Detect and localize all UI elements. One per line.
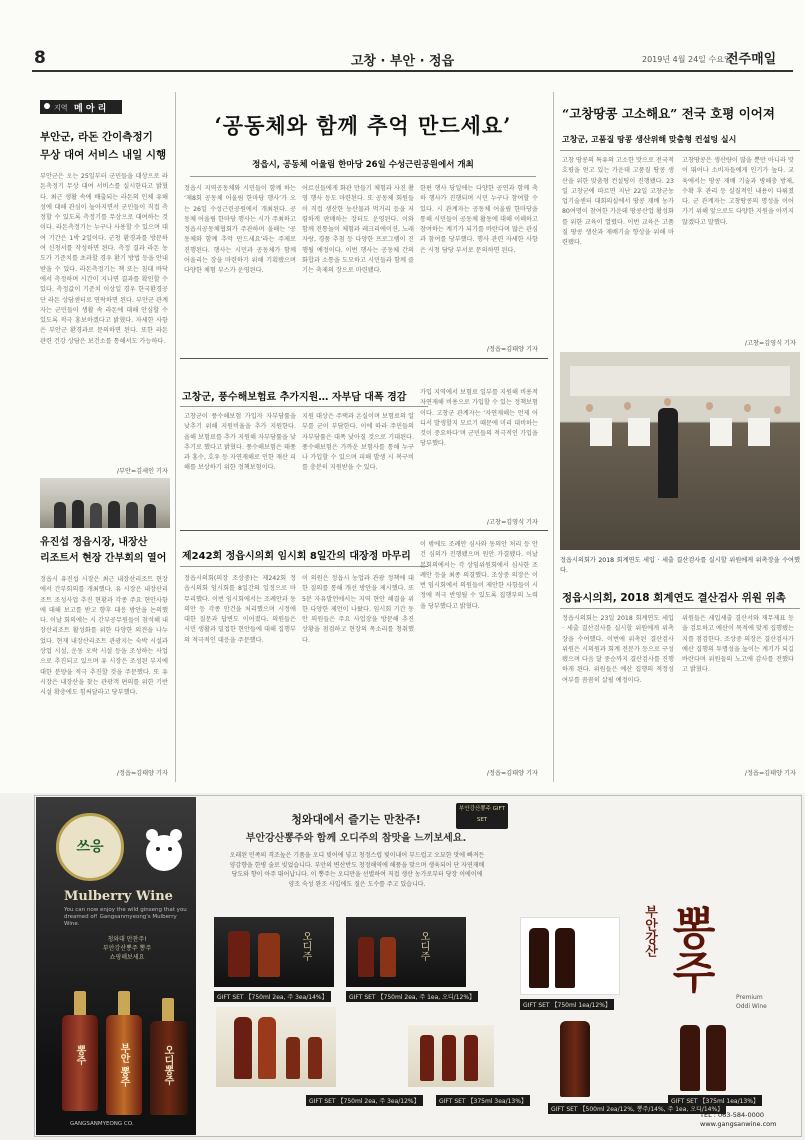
kicker-accent [44, 103, 50, 109]
certificate [710, 418, 732, 446]
feature-subheadline-rule [190, 176, 536, 177]
article-body: 고창 땅콩의 특유의 고소한 맛으로 전국적 호평을 얻고 있는 가운데 고품질 땅콩 생산을 위한 맞춤형 컨설팅이 진행됐다. 23일 고창군에 따르면 지난 22일 고창군농업기술센터 대회의실에서 땅콩 재배 농가 80여명이 참여한 가운데 땅콩산업 활성화를 위한 교육이 열렸다. 이번 교육은 고품질 땅콩 생산과 재배기술 향상을 위해 마련됐다. [562, 157, 674, 247]
article-byline: /정읍=김태양 기자 [116, 770, 168, 777]
feature-headline [562, 104, 802, 122]
person-head [664, 398, 671, 406]
gift-box-image [408, 1025, 494, 1087]
gift-box-bottle [442, 1035, 456, 1081]
section-rule [180, 358, 548, 359]
article-byline: /정읍=김태양 기자 [744, 770, 796, 777]
person-head [586, 404, 593, 412]
bottle-label: 오디뽕주 [162, 1045, 173, 1085]
article-title: 고창군, 풍수해보험료 추가지원… 자부담 대폭 경감 [182, 392, 407, 403]
article-body: 어르신들에게 화관 만들기 체험과 사진 촬영 행사 등도 마련된다. 또 공동체 회원들이 직접 생산한 농산물과 먹거리 등을 저렴하게 판매하는 장터도 운영된다. 이와 함께 전통놀이 체험과 레크리에이션, 노래자랑, 경품 추첨 등 다양한 프로그램이 진행될 예정이다. 이번 행사는 공동체 간의 화합과 소통을 도모하고 시민들과 함께 즐기는 축제의 장으로 마련됐다. [302, 185, 414, 275]
gift-box-image [216, 1007, 336, 1087]
mascot-eye [156, 847, 160, 851]
article-byline: /고창=김영식 기자 [744, 340, 796, 347]
maker-box [72, 935, 182, 975]
title-line: 리조트서 현장 간부회의 열어 [40, 553, 167, 564]
headline-quote: “고창땅콩 고소해요” [562, 106, 678, 121]
gift-box-bottle [234, 1017, 252, 1079]
brand-circle-text: 쓰응 [76, 839, 104, 855]
kicker-box [40, 100, 122, 114]
article-body: 정읍시 지역공동체와 시민들이 함께 하는 ‘제8회 공동체 어울림 한마당 행사’가 오는 26일 수성근린공원에서 개최된다. 공동체 어울림 한마당 행사는 시가 주최하고 정읍시공동체협회가 주관하며 올해는 ‘공동체와 함께 추억 만드세요’라는 주제로 진행된다. 행사는 시민과 공동체가 함께 어울리는 장을 마련하기 위해 기획됐으며 다양한 체험 부스가 운영된다. [184, 185, 296, 275]
maker-line: 부안강산뽕주 뽕주 [102, 945, 152, 952]
bottle-label: 뽕주 [74, 1045, 85, 1065]
article-byline: /정읍=김태양 기자 [486, 346, 538, 353]
brand-english-sub: You can now enjoy the wild ginseng that you dreamed of! Gangsanmyeong's Mulberry Wine. [64, 907, 187, 927]
photo-caption: 정읍시의회가 2018 회계연도 세입 · 세출 결산검사를 실시할 위원에게 위촉장을 수여했다. [560, 557, 800, 575]
title-rule [560, 608, 800, 609]
ad-headline: 청와대에서 즐기는 만찬주! [291, 813, 421, 826]
backdrop-banner [570, 366, 790, 396]
kicker-title: 메 아 리 [74, 104, 107, 114]
person-figure [54, 502, 66, 528]
article-byline: /고창=김영식 기자 [486, 519, 538, 526]
article-body: 가입 지역에서 보험료 일부를 지원해 비용적 자연재해 비용으로 가입할 수 있는 정책보험이다. 고창군 관계자는 ‘자연재해는 언제 어디서 발생할지 모르기 때문에 미리 대비하는 것이 중요하다’며 군민들의 적극적인 가입을 당부했다. [420, 389, 538, 448]
gift-box-label: 오디주 [418, 931, 429, 961]
article-body: 정읍시의회(의장 조상중)는 제242회 정읍시의회 임시회를 8일간의 일정으로 마무리했다. 이번 임시회에서는 조례안과 동의안 등 각종 안건을 처리했으며 시정에 대한 질문과 답변도 이어졌다. 의원들은 시민 생활과 밀접한 현안들에 대해 집행부의 적극적인 대응을 주문했다. [184, 575, 296, 644]
gift-badge-text: 부안강산뽕주 GIFT SET [459, 806, 505, 823]
person-suit [658, 408, 678, 498]
ad-body: 오래된 민족의 격조높은 기품을 오디 빚어에 넣고 청정스럽 빛이내어 부드럽고 오묘한 맛에 빠져든 양감향을 한병 술로 빚었습니다. 부안의 변산반도 청정해역에 해풍을 맞으며 생육되어 단 자연재배 당도와 향이 아주 뛰어납니다. 이 뽕주는 오디만을 선별하여 직접 생산 농가로부터 당장 이에이에 양조 숙성 완조 사입에도 질은 도수를 주고 있습니다. [229, 852, 485, 888]
gift-box-bottle [308, 1037, 322, 1079]
big-brand: 뽕주 [664, 905, 715, 993]
article-title: 정읍시의회, 2018 회계연도 결산검사 위원 위촉 [562, 592, 786, 604]
title-line: 무상 대여 서비스 내일 시행 [40, 149, 167, 161]
kicker-tag: 지역 [54, 104, 68, 112]
mascot-ear [146, 829, 158, 841]
section-title: 고창 · 부안 · 정읍 [350, 54, 455, 69]
article-byline: /정읍=김태양 기자 [486, 770, 538, 777]
meeting-photo [40, 478, 170, 528]
bottle-image [106, 1015, 142, 1115]
gift-badge [456, 803, 508, 829]
factory-label: GANGSANMYEONG CO. [70, 1121, 134, 1127]
bottle-image [150, 1021, 188, 1115]
person-figure [144, 504, 156, 528]
gift-set-label: GIFT SET 【750ml 2ea, 주 1ea, 오디/12%】 [346, 991, 478, 1002]
maker-line: 청와대 만찬주! [107, 936, 147, 943]
award-photo [560, 352, 800, 550]
mascot-ear [170, 829, 182, 841]
title-rule [180, 566, 428, 567]
brand-box-bottle [706, 1025, 726, 1091]
brand-box-bottle [680, 1025, 700, 1091]
header-rule [32, 70, 793, 72]
article-body: 이 밖에도 조례안 심사와 동의안 처리 등 안건 심의가 진행됐으며 원안 가결됐다. 이날 본회의에서는 각 상임위원회에서 심사한 조례안 등을 최종 의결했다. 조상중 의장은 이번 임시회에서 의원들이 제안한 사항들이 시정에 적극 반영될 수 있도록 집행부의 노력을 당부했다고 밝혔다. [420, 541, 538, 610]
bottle-neck [74, 991, 86, 1017]
article-title [40, 128, 170, 164]
person-head [744, 404, 751, 412]
article-body: 정읍시의회는 23일 2018 회계연도 세입 · 세출 결산검사를 실시할 위원에게 위촉장을 수여했다. 이번에 위촉된 결산검사 위원은 시의원과 회계 전문가 등으로 구성됐으며 다음 달 중순까지 결산검사를 진행하게 된다. 위원들은 예산 집행의 적정성 여부를 꼼꼼히 살필 예정이다. [562, 615, 674, 684]
gift-box-bottle [258, 933, 280, 977]
person-figure [126, 502, 138, 528]
certificate [628, 418, 650, 446]
contact-web: www.gangsanwine.com [700, 1120, 777, 1128]
brand-box [520, 917, 620, 995]
advertisement [0, 793, 805, 1140]
gift-set-label: GIFT SET 【375ml 1ea/13%】 [668, 1095, 762, 1106]
gift-box-bottle [258, 1017, 276, 1079]
gift-set-label: GIFT SET 【750ml 1ea/12%】 [520, 999, 614, 1010]
title-line: 부안군, 라돈 간이측정기 [40, 131, 153, 143]
article-body: 부안군은 오는 25일부터 군민들을 대상으로 라돈측정기 무상 대여 서비스를 실시한다고 밝혔다. 최근 생활 속에 배출되는 라돈의 인체 유해성에 대해 관심이 높아지면서 군민들이 직접 측정할 수 있도록 측정기를 무상으로 대여하는 것이다. 라돈측정기는 누구나 사용할 수 있으며 대여 기간은 1박 2일이다. 군청 환경과를 방문하여 신청서를 작성하면 된다. 측정 결과 라돈 농도가 기준치를 초과할 경우 환기 방법 등을 안내받을 수 있다. 라돈측정기는 책 또는 침대 바닥에서 측정하며 시간이 지나면 결과를 확인할 수 있다. 측정값이 기준치 이상일 경우 한국환경공단 라돈 상담센터로 연락하면 된다. 부안군 관계자는 군민들이 생활 속 라돈에 대해 안심할 수 있도록 적극 홍보하겠다고 밝혔다. 자세한 사항은 부안군 환경과로 문의하면 된다. 또한 라돈 관련 건강 상담은 보건소를 통해서도 가능하다. [40, 173, 168, 345]
subheadline-rule [560, 150, 800, 151]
person-figure [108, 501, 120, 528]
article-title [40, 535, 170, 567]
gift-set-label: GIFT SET 【750ml 2ea, 주 3ea/12%】 [306, 1095, 423, 1106]
section-rule [180, 530, 548, 531]
article-title: 제242회 정읍시의회 임시회 8일간의 대장정 마무리 [182, 551, 411, 562]
person-head [774, 406, 781, 414]
big-brand-en-line: Oddi Wine [736, 1003, 767, 1010]
ad-subheadline: 부안강산뽕주와 함께 오디주의 참맛을 느끼보세요. [245, 833, 467, 844]
contact-tel: TEL : 063-584-0000 [700, 1111, 765, 1119]
mascot-eye [168, 847, 172, 851]
brand-circle [56, 813, 124, 881]
gift-box-bottle [420, 1035, 434, 1081]
newspaper-name: 전주매일 [726, 52, 777, 67]
person-head [706, 402, 713, 410]
article-body: 한편 행사 당일에는 다양한 공연과 함께 축하 행사가 진행되며 시민 누구나 참여할 수 있다. 시 관계자는 공동체 어울림 한마당을 통해 시민들이 공동체 활동에 대해 이해하고 참여하는 계기가 되기를 바란다며 많은 관심과 참여를 당부했다. 행사 관련 자세한 사항은 시청 담당 부서로 문의하면 된다. [420, 185, 538, 254]
title-line: 유진섭 정읍시장, 내장산 [40, 537, 148, 548]
gift-set-label: GIFT SET 【500ml 2ea/12%, 뽕주/14%, 주 1ea, 오디/14%】 [548, 1103, 726, 1114]
feature-subheadline: 고창군, 고품질 땅콩 생산위해 맞춤형 컨설팅 실시 [562, 135, 737, 144]
page-number: 8 [34, 48, 46, 68]
article-body: 위원들은 세입세출 결산서와 재무제표 등을 검토하고 예산이 목적에 맞게 집행됐는지를 점검한다. 조상중 의장은 결산검사가 예산 집행의 투명성을 높이는 계기가 되길 바란다며 위원들의 노고에 감사를 전했다고 밝혔다. [682, 615, 794, 674]
brand-english: Mulberry Wine [64, 889, 173, 904]
big-brand-en-line: Premium [736, 994, 763, 1001]
headline-rest: 전국 호평 이어져 [677, 106, 775, 121]
brand-box-bottle [555, 928, 575, 988]
article-body: 고창땅콩은 생산량이 많을 뿐만 아니라 맛이 뛰어나 소비자들에게 인기가 높다. 교육에서는 땅콩 재배 기술과 병해충 방제, 수확 후 관리 등 실질적인 내용이 다뤄졌다. 군 관계자는 고창땅콩의 명성을 이어가기 위해 앞으로도 다양한 지원을 아끼지 않겠다고 말했다. [682, 157, 794, 226]
gift-box-bottle [464, 1035, 478, 1081]
gift-set-label: GIFT SET 【750ml 2ea, 주 3ea/14%】 [214, 991, 331, 1002]
gift-set-label: GIFT SET 【375ml 3ea/13%】 [436, 1095, 530, 1106]
article-body: 이 의원은 정읍시 농업과 관광 정책에 대한 질의를 통해 개선 방안을 제시했다. 또 5분 자유발언에서는 지역 현안 해결을 위한 다양한 제언이 나왔다. 임시회 기간 동안 의원들은 주요 사업장을 방문해 추진 상황을 점검하고 현장의 목소리를 청취했다. [302, 575, 414, 644]
certificate [590, 418, 612, 446]
certificate [748, 418, 770, 446]
issue-date: 2019년 4월 24일 수요일 [642, 55, 732, 64]
brand-box-bottle [529, 928, 549, 988]
person-figure [90, 503, 102, 528]
title-rule [180, 406, 428, 407]
column-divider [553, 92, 554, 782]
gift-box-bottle [228, 931, 250, 977]
gift-box-label: 오디주 [300, 931, 311, 961]
feature-subheadline: 정읍시, 공동체 어울림 한마당 26일 수성근린공원에서 개최 [252, 160, 474, 170]
person-head [624, 402, 631, 410]
gift-box-image [346, 917, 466, 987]
big-brand-top: 부안강산 [642, 905, 657, 957]
mascot-icon [140, 825, 190, 873]
column-divider [175, 92, 176, 782]
gift-box-bottle [380, 937, 396, 977]
maker-line: 쇼핑해보세요 [109, 954, 145, 961]
article-byline: /부안=김세인 기자 [116, 468, 168, 475]
feature-headline: ‘공동체와 함께 추억 만드세요’ [214, 113, 512, 138]
bottle-neck [118, 991, 130, 1017]
article-body: 지원 대상은 주택과 온실이며 보험료의 일부를 군이 부담한다. 이에 따라 주민들의 자부담률은 대폭 낮아질 것으로 기대된다. 풍수해보험은 가까운 보험사를 통해 누구나 가입할 수 있으며 피해 발생 시 복구비를 충분히 지원받을 수 있다. [302, 413, 414, 472]
article-body: 정읍시 유진섭 시장은 최근 내장산리조트 현장에서 간부회의를 개최했다. 유 시장은 내장산리조트 조성사업 추진 현황과 각종 주요 현안사항에 대해 보고를 받고 향후 대응 방안을 논의했다. 이날 회의에는 시 간부공무원들이 참석해 내장산리조트 활성화를 위한 다양한 의견을 나누었다. 현재 내장산리조트 관광지는 숙박 시설과 상업 시설, 운동 오락 시설 등을 조성하는 사업으로 추진되고 있으며 유 시장은 조성된 부지에 대한 분양을 적극 추진할 것을 주문했다. 또 유 시장은 내장산을 찾는 관광객 편의를 위한 기반시설 확충에도 힘써달라고 당부했다. [40, 576, 168, 697]
brand-box-bottle [560, 1021, 590, 1097]
gift-box-bottle [286, 1037, 300, 1079]
bottle-label: 부안 뽕주 [118, 1043, 129, 1087]
big-brand-en [736, 993, 767, 1011]
bottle-image [62, 1015, 98, 1111]
gift-box-bottle [358, 937, 374, 977]
contact-box [700, 1111, 794, 1131]
article-body: 고창군이 풍수해보험 가입자 자부담률을 낮추기 위해 지원비율을 추가 지원한다. 올해 보험료를 추가 지원해 자부담률을 낮추기로 했다고 밝혔다. 풍수해보험은 태풍과 홍수, 호우 등 자연재해로 인한 재산 피해를 보상하기 위한 정책보험이다. [184, 413, 296, 472]
person-figure [72, 500, 84, 528]
gift-box-image [214, 917, 334, 987]
